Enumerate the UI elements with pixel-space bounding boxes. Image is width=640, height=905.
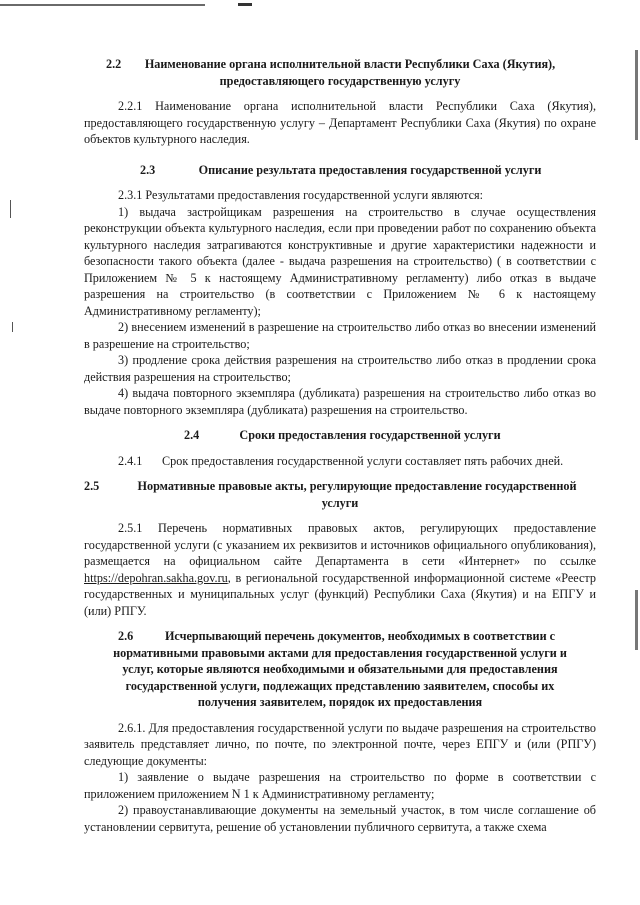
section-2-2-heading (84, 56, 596, 89)
scan-artifact-top-mark (238, 3, 252, 6)
list-item-2-6-1-2: 2) правоустанавливающие документы на земельный участок, в том числе соглашение об установлении сервитута, решение об установлении публичного сервитута, а также схема (84, 803, 596, 834)
heading-line: государственной услуги, подлежащих представлению заявителем, способы их (125, 678, 555, 693)
scan-artifact-top (0, 4, 205, 6)
depohran-link[interactable]: https://depohran.sakha.gov.ru (84, 570, 228, 585)
list-item-2-6-1-1: 1) заявление о выдаче разрешения на строительство по форме в соответствии с приложением приложением N 1 к Административному регламенту; (84, 770, 596, 801)
heading-line: Нормативные правовые акты, регулирующие предоставление государственной (137, 479, 577, 493)
list-item-2-3-1-4: 4) выдача повторного экземпляра (дубликата) разрешения на строительство либо отказ во выдаче повторного экземпляра (дубликата) разрешения на строительство. (84, 386, 596, 417)
paragraph-2-5-1 (84, 520, 596, 619)
section-2-5-heading (84, 478, 596, 511)
paragraph-2-4-1 (84, 453, 596, 470)
heading-line: предоставляющего государственную услугу (219, 73, 461, 88)
list-item-2-3-1-1: 1) выдача застройщикам разрешения на строительство в случае осуществления реконструкции объекта культурного наследия, если при проведении работ по сохранению объекта культурного наследия затрагиваются конструктивные и другие характеристики надежности и безопасности такого объекта (далее - выдача разрешения на строительство) ( в соответствии с Приложением № 5 к настоящему Административному регламенту) либо отказ в выдаче разрешения на строительство (в соответствии с Приложением № 6 к настоящему Административному регламенту); (84, 204, 596, 318)
section-2-3-heading (84, 162, 596, 179)
scan-artifact-right-edge (635, 590, 638, 650)
heading-line: Исчерпывающий перечень документов, необходимых в соответствии с (164, 629, 556, 643)
list-item-2-3-1-3: 3) продление срока действия разрешения на строительство либо отказ в продлении срока действия разрешения на строительство; (84, 353, 596, 384)
section-2-6-heading (84, 628, 596, 711)
scan-artifact-left-mark (10, 200, 11, 218)
scan-artifact-right-edge (635, 50, 638, 140)
paragraph-2-3-1: 2.3.1 Результатами предоставления государственной услуги являются: (118, 188, 484, 202)
list-item-2-3-1-2: 2) внесением изменений в разрешение на строительство либо отказ во внесении изменений в разрешение на строительство; (84, 320, 596, 351)
section-number: 2.3 (140, 162, 156, 177)
paragraph-2-6-1: 2.6.1. Для предоставления государственной услуги по выдаче разрешения на строительство заявитель представляет лично, по почте, по электронной почте, через ЕПГУ и (или (РПГУ) следующие документы: (84, 720, 596, 768)
heading-line: услуг, которые являются необходимыми и обязательными для предоставления (122, 662, 558, 676)
section-number: 2.2 (106, 57, 122, 71)
document-page (84, 56, 596, 835)
heading-line: услуги (321, 495, 359, 510)
heading-line: нормативными правовыми актами для предоставления государственной услуги и (113, 645, 567, 660)
section-number: 2.5 (84, 479, 100, 493)
section-number: 2.6 (118, 629, 134, 643)
heading-line: Наименование органа исполнительной власти Республики Саха (Якутия), (144, 57, 556, 71)
paragraph-number: 2.4.1 (118, 453, 143, 468)
heading-line: Описание результата предоставления государственной услуги (198, 162, 542, 177)
paragraph-2-2-1: 2.2.1 Наименование органа исполнительной власти Республики Саха (Якутия), предоставляющего государственную услугу – Департамент Республики Саха (Якутия) по охране объектов культурного наследия. (84, 99, 596, 146)
scan-artifact-left-mark (12, 322, 13, 332)
heading-line: Сроки предоставления государственной услуги (239, 428, 501, 442)
paragraph-text: , в региональной государственной информационной системе «Реестр государственных и муниципальных услуг (функций) Республики Саха (Якутия) и на ЕПГУ и (или) РПГУ. (84, 570, 596, 618)
paragraph-text: 2.5.1 Перечень нормативных правовых актов, регулирующих предоставление государственной услуги (с указанием их реквизитов и источников официального опубликования), размещается на официальном сайте Департамента в сети «Интернет» по ссылке (84, 521, 596, 568)
paragraph-text: Срок предоставления государственной услуги составляет пять рабочих дней. (162, 453, 564, 468)
section-2-4-heading (84, 427, 596, 444)
heading-line: получения заявителем, порядок их предоставления (197, 695, 483, 709)
section-number: 2.4 (184, 428, 200, 442)
